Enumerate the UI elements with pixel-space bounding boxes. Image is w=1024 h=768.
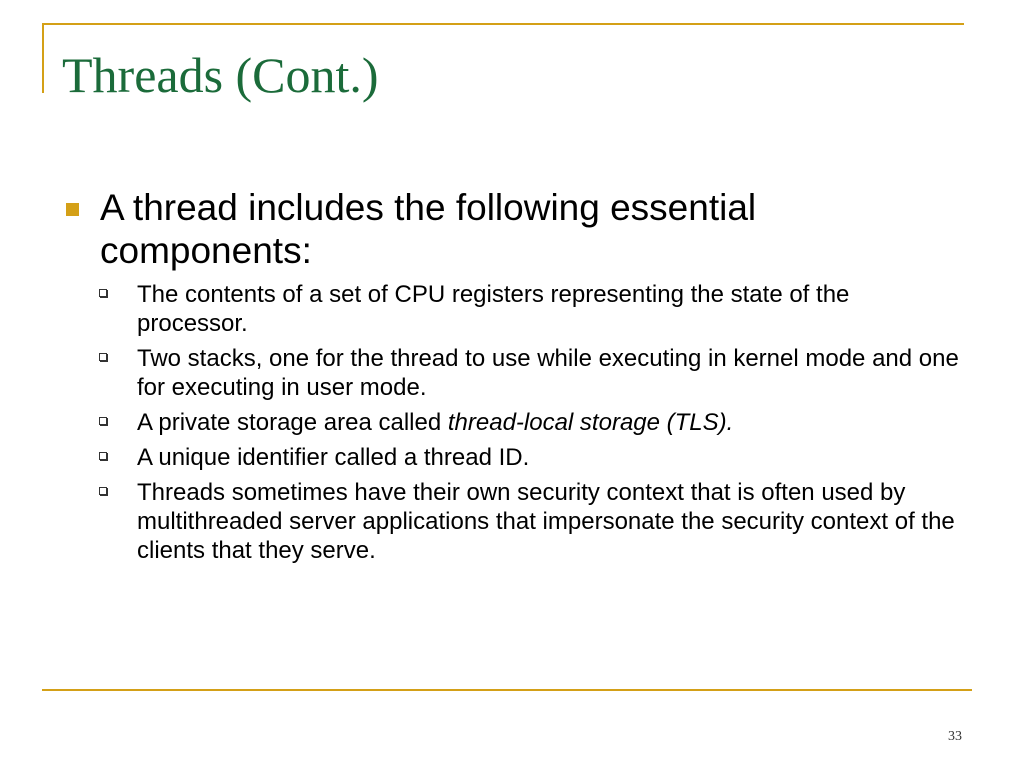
sub-bullet-text: A unique identifier called a thread ID. [137, 444, 530, 471]
filled-square-bullet-icon [66, 203, 79, 216]
sub-bullet-item [62, 408, 962, 437]
sub-bullet-item [62, 344, 962, 402]
hollow-square-bullet-icon [99, 353, 107, 361]
tls-emphasis: thread-local storage (TLS). [447, 409, 734, 436]
frame-top-rule [42, 23, 964, 25]
main-bullet-item [62, 186, 962, 272]
hollow-square-bullet-icon [99, 452, 107, 460]
sub-bullet-list [62, 280, 962, 565]
sub-bullet-text: The contents of a set of CPU registers representing the state of the processor. [137, 281, 850, 337]
sub-bullet-item [62, 443, 962, 472]
sub-bullet-text: Threads sometimes have their own security context that is often used by multithreaded server applications that impersonate the security context of the clients that they serve. [137, 479, 955, 564]
hollow-square-bullet-icon [99, 417, 107, 425]
sub-bullet-text: A private storage area called [137, 409, 448, 436]
slide-content [62, 186, 962, 571]
hollow-square-bullet-icon [99, 289, 107, 297]
slide-title: Threads (Cont.) [62, 47, 379, 103]
main-bullet-text: A thread includes the following essential components: [100, 187, 757, 271]
sub-bullet-item [62, 280, 962, 338]
sub-bullet-text: Two stacks, one for the thread to use while executing in kernel mode and one for executing in user mode. [137, 345, 959, 401]
footer-rule [42, 689, 972, 691]
frame-left-rule [42, 23, 44, 93]
sub-bullet-item [62, 478, 962, 565]
hollow-square-bullet-icon [99, 487, 107, 495]
slide-number: 33 [948, 729, 962, 744]
